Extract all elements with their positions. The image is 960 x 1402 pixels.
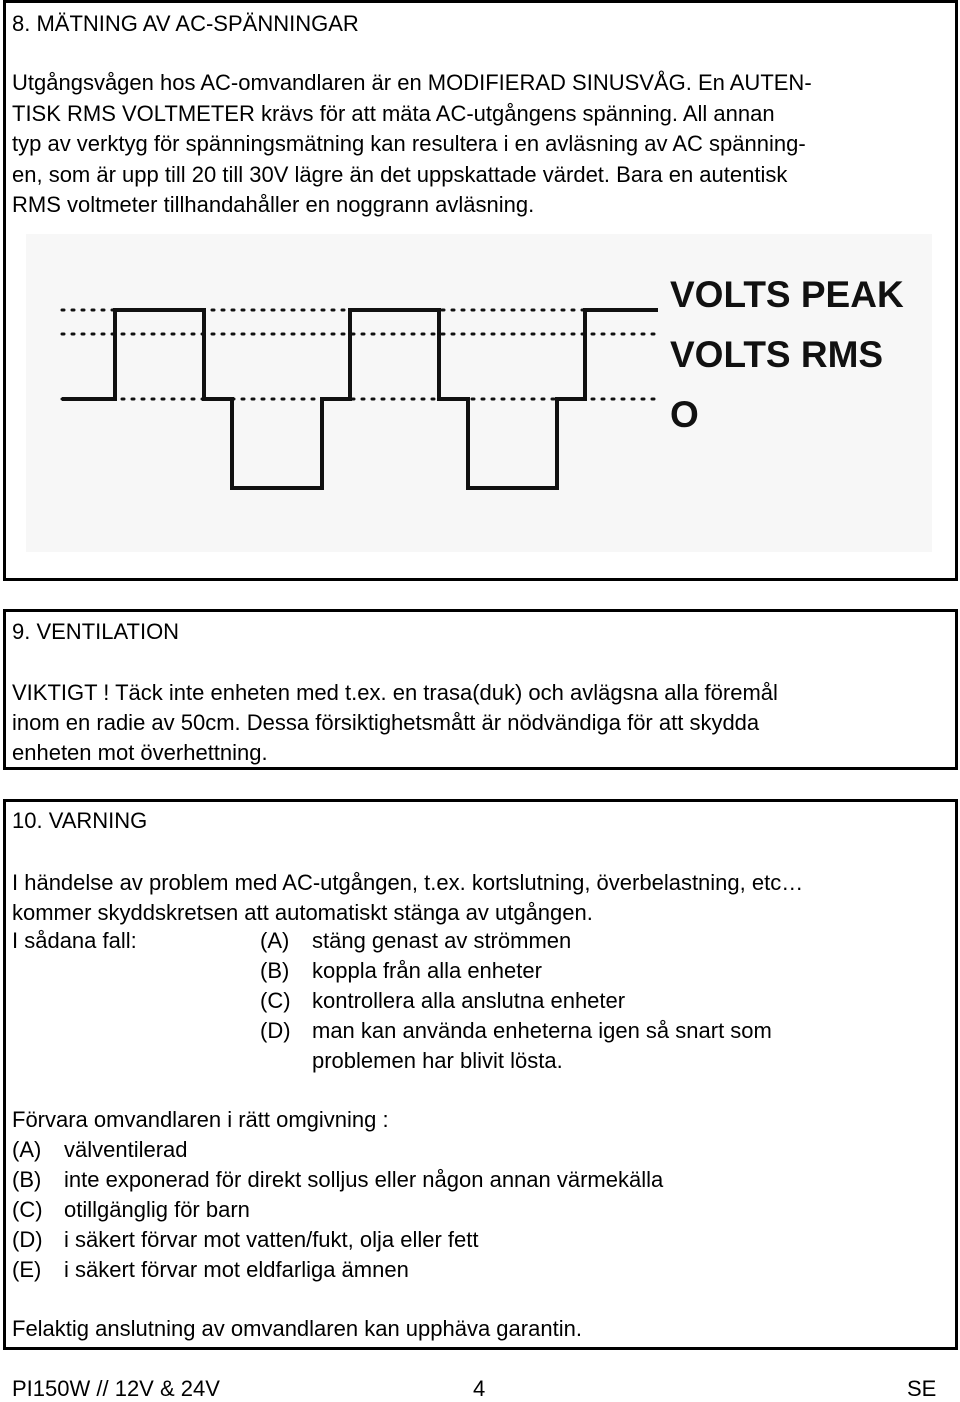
case-b-letter: (B) [260, 958, 290, 983]
section-10-heading: 10. VARNING [12, 808, 148, 833]
storage-d-text: i säkert förvar mot vatten/fukt, olja eller fett [64, 1227, 479, 1252]
section-8-body [12, 68, 812, 221]
section-8-line-1: Utgångsvågen hos AC-omvandlaren är en MODIFIERAD SINUSVÅG. En AUTEN- [12, 70, 812, 95]
case-d-letter: (D) [260, 1018, 291, 1043]
section-10-intro [12, 868, 803, 928]
section-9-heading: 9. VENTILATION [12, 619, 180, 644]
storage-b-letter: (B) [12, 1167, 42, 1192]
storage-c-letter: (C) [12, 1197, 43, 1222]
storage-title: Förvara omvandlaren i rätt omgivning : [12, 1107, 389, 1132]
section-10-intro-line-2: kommer skyddskretsen att automatiskt stänga av utgången. [12, 900, 593, 925]
case-label: I sådana fall: [12, 928, 137, 953]
case-c-letter: (C) [260, 988, 291, 1013]
storage-c-text: otillgänglig för barn [64, 1197, 250, 1222]
section-10-intro-line-1: I händelse av problem med AC-utgången, t.ex. kortslutning, överbelastning, etc… [12, 870, 804, 895]
section-9-line-3: enheten mot överhettning. [12, 740, 268, 765]
section-8-line-5: RMS voltmeter tillhandahåller en noggrann avläsning. [12, 192, 535, 217]
footer-page-number: 4 [473, 1376, 486, 1401]
zero-label: O [670, 394, 699, 435]
volts-rms-label: VOLTS RMS [670, 334, 884, 375]
storage-a-letter: (A) [12, 1137, 42, 1162]
section-9-line-2: inom en radie av 50cm. Dessa försiktighetsmått är nödvändiga för att skydda [12, 710, 760, 735]
storage-b-text: inte exponerad för direkt solljus eller någon annan värmekälla [64, 1167, 664, 1192]
case-d-text-cont: problemen har blivit lösta. [312, 1048, 563, 1073]
case-c-text: kontrollera alla anslutna enheter [312, 988, 626, 1013]
section-9-body [12, 678, 778, 768]
warranty-note: Felaktig anslutning av omvandlaren kan upphäva garantin. [12, 1316, 582, 1341]
section-8-line-3: typ av verktyg för spänningsmätning kan resultera i en avläsning av AC spänning- [12, 131, 806, 156]
waveform-figure [26, 234, 932, 552]
storage-a-text: välventilerad [64, 1137, 188, 1162]
section-9-line-1: VIKTIGT ! Täck inte enheten med t.ex. en trasa(duk) och avlägsna alla föremål [12, 680, 778, 705]
footer-model: PI150W // 12V & 24V [12, 1376, 220, 1401]
case-a-text: stäng genast av strömmen [312, 928, 572, 953]
storage-d-letter: (D) [12, 1227, 43, 1252]
section-8-heading: 8. MÄTNING AV AC-SPÄNNINGAR [12, 11, 359, 36]
footer-language: SE [907, 1376, 937, 1401]
volts-peak-label: VOLTS PEAK [670, 274, 904, 315]
case-a-letter: (A) [260, 928, 290, 953]
section-8-line-2: TISK RMS VOLTMETER krävs för att mäta AC-utgångens spänning. All annan [12, 100, 775, 126]
storage-e-text: i säkert förvar mot eldfarliga ämnen [64, 1257, 409, 1282]
section-8-line-4: en, som är upp till 20 till 30V lägre än det uppskattade värdet. Bara en autentisk [12, 161, 788, 187]
case-b-text: koppla från alla enheter [312, 958, 542, 983]
storage-e-letter: (E) [12, 1257, 42, 1282]
case-d-text: man kan använda enheterna igen så snart som [312, 1018, 772, 1043]
